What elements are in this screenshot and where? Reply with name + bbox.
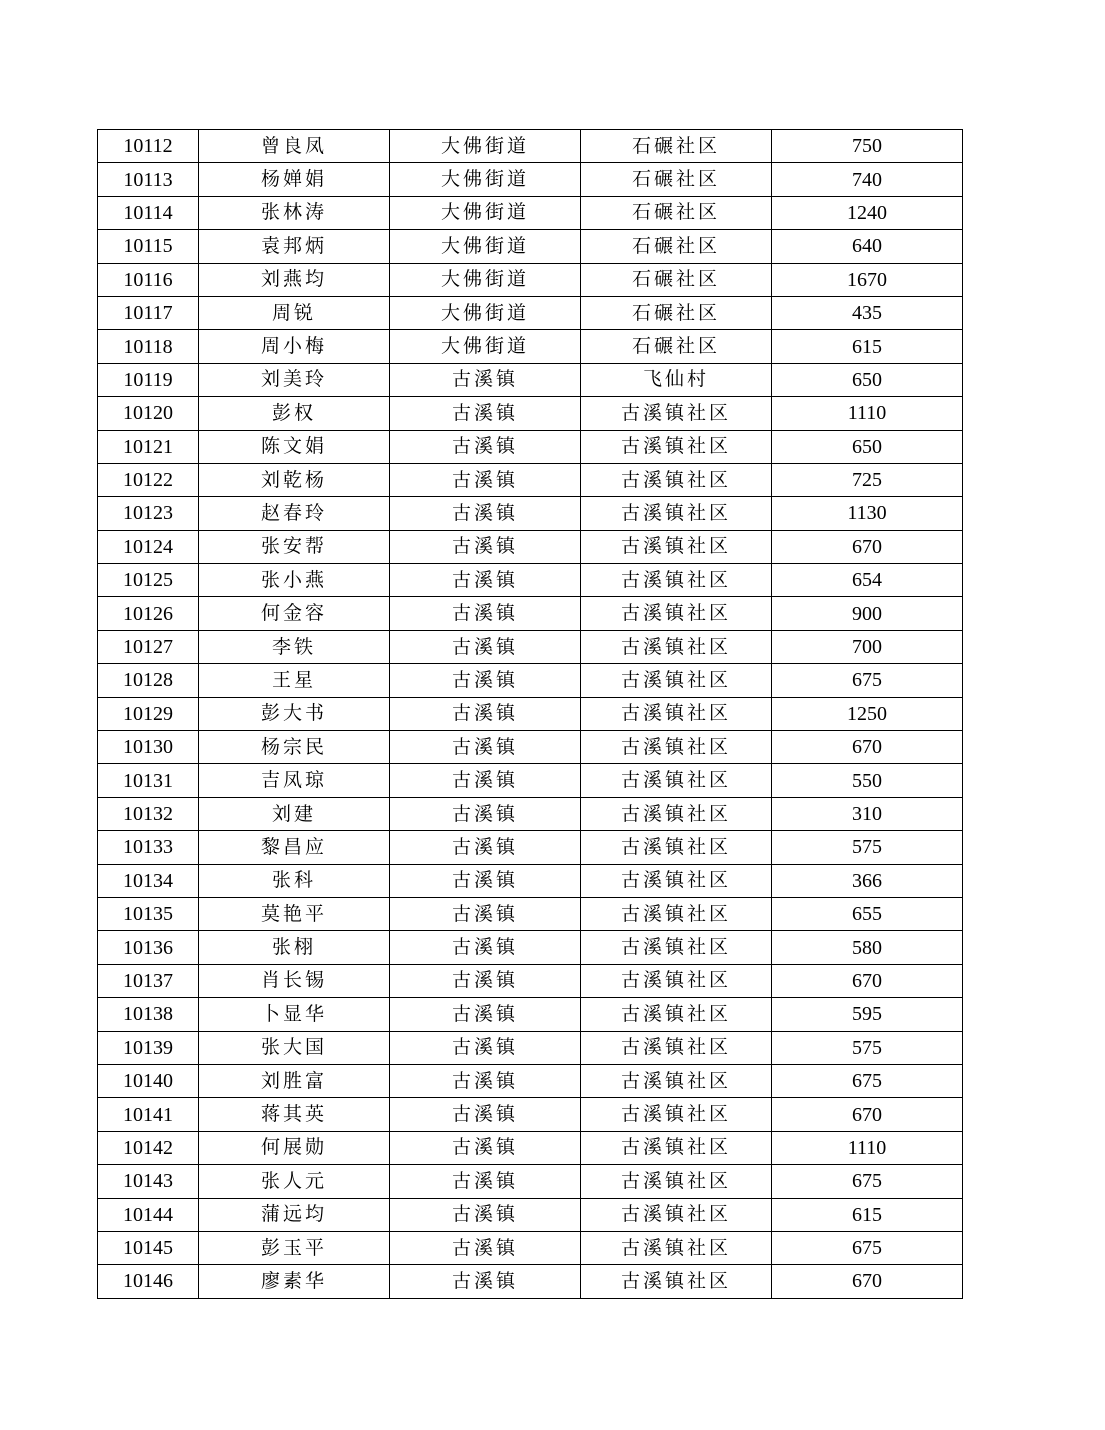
amount-cell: 670 <box>772 1265 963 1298</box>
table-row <box>98 897 963 930</box>
community-cell: 古溪镇社区 <box>581 1131 772 1164</box>
street-cell: 大佛街道 <box>390 130 581 163</box>
community-cell: 石碾社区 <box>581 330 772 363</box>
name-cell: 张林涛 <box>199 196 390 229</box>
community-cell: 古溪镇社区 <box>581 897 772 930</box>
amount-cell: 575 <box>772 831 963 864</box>
community-cell: 古溪镇社区 <box>581 831 772 864</box>
name-cell: 吉凤琼 <box>199 764 390 797</box>
community-cell: 古溪镇社区 <box>581 630 772 663</box>
community-cell: 古溪镇社区 <box>581 864 772 897</box>
street-cell: 古溪镇 <box>390 1064 581 1097</box>
table-body <box>98 130 963 1299</box>
name-cell: 刘乾杨 <box>199 463 390 496</box>
amount-cell: 675 <box>772 1165 963 1198</box>
amount-cell: 675 <box>772 664 963 697</box>
name-cell: 刘美玲 <box>199 363 390 396</box>
street-cell: 古溪镇 <box>390 630 581 663</box>
community-cell: 古溪镇社区 <box>581 697 772 730</box>
id-cell: 10133 <box>98 831 199 864</box>
amount-cell: 655 <box>772 897 963 930</box>
street-cell: 古溪镇 <box>390 463 581 496</box>
name-cell: 彭大书 <box>199 697 390 730</box>
id-cell: 10139 <box>98 1031 199 1064</box>
id-cell: 10136 <box>98 931 199 964</box>
amount-cell: 1240 <box>772 196 963 229</box>
amount-cell: 435 <box>772 296 963 329</box>
community-cell: 石碾社区 <box>581 296 772 329</box>
street-cell: 古溪镇 <box>390 764 581 797</box>
community-cell: 飞仙村 <box>581 363 772 396</box>
name-cell: 王星 <box>199 664 390 697</box>
street-cell: 古溪镇 <box>390 1165 581 1198</box>
street-cell: 古溪镇 <box>390 1198 581 1231</box>
table-row <box>98 697 963 730</box>
id-cell: 10125 <box>98 564 199 597</box>
amount-cell: 615 <box>772 1198 963 1231</box>
street-cell: 古溪镇 <box>390 664 581 697</box>
table-row <box>98 864 963 897</box>
street-cell: 古溪镇 <box>390 998 581 1031</box>
community-cell: 古溪镇社区 <box>581 1265 772 1298</box>
table-row <box>98 998 963 1031</box>
community-cell: 古溪镇社区 <box>581 1198 772 1231</box>
id-cell: 10113 <box>98 163 199 196</box>
street-cell: 古溪镇 <box>390 597 581 630</box>
community-cell: 古溪镇社区 <box>581 664 772 697</box>
id-cell: 10114 <box>98 196 199 229</box>
amount-cell: 675 <box>772 1231 963 1264</box>
id-cell: 10132 <box>98 797 199 830</box>
amount-cell: 670 <box>772 1098 963 1131</box>
name-cell: 何金容 <box>199 597 390 630</box>
community-cell: 古溪镇社区 <box>581 731 772 764</box>
table-row <box>98 1198 963 1231</box>
table-row <box>98 130 963 163</box>
table-row <box>98 163 963 196</box>
document-table-container <box>97 129 963 1299</box>
amount-cell: 670 <box>772 964 963 997</box>
table-row <box>98 530 963 563</box>
street-cell: 古溪镇 <box>390 530 581 563</box>
name-cell: 张小燕 <box>199 564 390 597</box>
amount-cell: 1250 <box>772 697 963 730</box>
id-cell: 10126 <box>98 597 199 630</box>
id-cell: 10144 <box>98 1198 199 1231</box>
amount-cell: 654 <box>772 564 963 597</box>
table-row <box>98 1265 963 1298</box>
community-cell: 古溪镇社区 <box>581 430 772 463</box>
street-cell: 大佛街道 <box>390 263 581 296</box>
amount-cell: 550 <box>772 764 963 797</box>
id-cell: 10141 <box>98 1098 199 1131</box>
name-cell: 何展勋 <box>199 1131 390 1164</box>
id-cell: 10122 <box>98 463 199 496</box>
community-cell: 古溪镇社区 <box>581 497 772 530</box>
amount-cell: 650 <box>772 430 963 463</box>
name-cell: 刘胜富 <box>199 1064 390 1097</box>
id-cell: 10129 <box>98 697 199 730</box>
id-cell: 10138 <box>98 998 199 1031</box>
name-cell: 蒲远均 <box>199 1198 390 1231</box>
community-cell: 古溪镇社区 <box>581 998 772 1031</box>
street-cell: 古溪镇 <box>390 1265 581 1298</box>
community-cell: 古溪镇社区 <box>581 1098 772 1131</box>
community-cell: 古溪镇社区 <box>581 1231 772 1264</box>
name-cell: 廖素华 <box>199 1265 390 1298</box>
id-cell: 10112 <box>98 130 199 163</box>
amount-cell: 1130 <box>772 497 963 530</box>
street-cell: 古溪镇 <box>390 397 581 430</box>
community-cell: 古溪镇社区 <box>581 397 772 430</box>
street-cell: 古溪镇 <box>390 430 581 463</box>
name-cell: 蒋其英 <box>199 1098 390 1131</box>
table-row <box>98 497 963 530</box>
community-cell: 古溪镇社区 <box>581 463 772 496</box>
table-row <box>98 731 963 764</box>
street-cell: 古溪镇 <box>390 1031 581 1064</box>
id-cell: 10131 <box>98 764 199 797</box>
name-cell: 周锐 <box>199 296 390 329</box>
table-row <box>98 964 963 997</box>
name-cell: 袁邦炳 <box>199 230 390 263</box>
id-cell: 10121 <box>98 430 199 463</box>
table-row <box>98 831 963 864</box>
street-cell: 古溪镇 <box>390 497 581 530</box>
street-cell: 古溪镇 <box>390 931 581 964</box>
id-cell: 10116 <box>98 263 199 296</box>
amount-cell: 575 <box>772 1031 963 1064</box>
amount-cell: 1110 <box>772 1131 963 1164</box>
table-row <box>98 797 963 830</box>
community-cell: 石碾社区 <box>581 130 772 163</box>
name-cell: 张科 <box>199 864 390 897</box>
name-cell: 张大国 <box>199 1031 390 1064</box>
id-cell: 10142 <box>98 1131 199 1164</box>
street-cell: 古溪镇 <box>390 564 581 597</box>
name-cell: 杨婵娟 <box>199 163 390 196</box>
table-row <box>98 1165 963 1198</box>
id-cell: 10117 <box>98 296 199 329</box>
street-cell: 古溪镇 <box>390 964 581 997</box>
street-cell: 古溪镇 <box>390 864 581 897</box>
table-row <box>98 1131 963 1164</box>
community-cell: 石碾社区 <box>581 196 772 229</box>
amount-cell: 740 <box>772 163 963 196</box>
table-row <box>98 1064 963 1097</box>
id-cell: 10137 <box>98 964 199 997</box>
table-row <box>98 564 963 597</box>
amount-cell: 670 <box>772 731 963 764</box>
amount-cell: 650 <box>772 363 963 396</box>
id-cell: 10115 <box>98 230 199 263</box>
table-row <box>98 363 963 396</box>
table-row <box>98 463 963 496</box>
id-cell: 10123 <box>98 497 199 530</box>
street-cell: 古溪镇 <box>390 897 581 930</box>
id-cell: 10145 <box>98 1231 199 1264</box>
amount-cell: 725 <box>772 463 963 496</box>
street-cell: 古溪镇 <box>390 731 581 764</box>
name-cell: 杨宗民 <box>199 731 390 764</box>
street-cell: 古溪镇 <box>390 831 581 864</box>
street-cell: 古溪镇 <box>390 797 581 830</box>
table-row <box>98 931 963 964</box>
id-cell: 10134 <box>98 864 199 897</box>
name-cell: 李铁 <box>199 630 390 663</box>
table-row <box>98 1098 963 1131</box>
table-row <box>98 664 963 697</box>
street-cell: 大佛街道 <box>390 196 581 229</box>
community-cell: 古溪镇社区 <box>581 764 772 797</box>
street-cell: 大佛街道 <box>390 230 581 263</box>
table-row <box>98 630 963 663</box>
street-cell: 大佛街道 <box>390 163 581 196</box>
amount-cell: 580 <box>772 931 963 964</box>
id-cell: 10119 <box>98 363 199 396</box>
name-cell: 张栩 <box>199 931 390 964</box>
street-cell: 古溪镇 <box>390 1098 581 1131</box>
name-cell: 周小梅 <box>199 330 390 363</box>
community-cell: 古溪镇社区 <box>581 597 772 630</box>
data-table <box>97 129 963 1299</box>
community-cell: 古溪镇社区 <box>581 1165 772 1198</box>
amount-cell: 900 <box>772 597 963 630</box>
community-cell: 古溪镇社区 <box>581 797 772 830</box>
amount-cell: 750 <box>772 130 963 163</box>
name-cell: 肖长锡 <box>199 964 390 997</box>
name-cell: 刘燕均 <box>199 263 390 296</box>
amount-cell: 595 <box>772 998 963 1031</box>
table-row <box>98 230 963 263</box>
community-cell: 古溪镇社区 <box>581 1064 772 1097</box>
id-cell: 10130 <box>98 731 199 764</box>
amount-cell: 1670 <box>772 263 963 296</box>
amount-cell: 615 <box>772 330 963 363</box>
amount-cell: 310 <box>772 797 963 830</box>
id-cell: 10143 <box>98 1165 199 1198</box>
community-cell: 石碾社区 <box>581 230 772 263</box>
id-cell: 10135 <box>98 897 199 930</box>
street-cell: 大佛街道 <box>390 330 581 363</box>
table-row <box>98 597 963 630</box>
name-cell: 曾良凤 <box>199 130 390 163</box>
id-cell: 10128 <box>98 664 199 697</box>
community-cell: 古溪镇社区 <box>581 564 772 597</box>
table-row <box>98 196 963 229</box>
table-row <box>98 397 963 430</box>
name-cell: 张安帮 <box>199 530 390 563</box>
id-cell: 10146 <box>98 1265 199 1298</box>
community-cell: 古溪镇社区 <box>581 530 772 563</box>
amount-cell: 675 <box>772 1064 963 1097</box>
table-row <box>98 1231 963 1264</box>
amount-cell: 1110 <box>772 397 963 430</box>
street-cell: 古溪镇 <box>390 697 581 730</box>
amount-cell: 700 <box>772 630 963 663</box>
street-cell: 古溪镇 <box>390 363 581 396</box>
table-row <box>98 263 963 296</box>
amount-cell: 670 <box>772 530 963 563</box>
id-cell: 10127 <box>98 630 199 663</box>
community-cell: 石碾社区 <box>581 263 772 296</box>
name-cell: 黎昌应 <box>199 831 390 864</box>
name-cell: 陈文娟 <box>199 430 390 463</box>
id-cell: 10140 <box>98 1064 199 1097</box>
name-cell: 彭玉平 <box>199 1231 390 1264</box>
name-cell: 张人元 <box>199 1165 390 1198</box>
name-cell: 刘建 <box>199 797 390 830</box>
street-cell: 大佛街道 <box>390 296 581 329</box>
amount-cell: 366 <box>772 864 963 897</box>
community-cell: 古溪镇社区 <box>581 964 772 997</box>
table-row <box>98 296 963 329</box>
table-row <box>98 764 963 797</box>
table-row <box>98 430 963 463</box>
name-cell: 卜显华 <box>199 998 390 1031</box>
id-cell: 10120 <box>98 397 199 430</box>
id-cell: 10118 <box>98 330 199 363</box>
street-cell: 古溪镇 <box>390 1131 581 1164</box>
name-cell: 赵春玲 <box>199 497 390 530</box>
street-cell: 古溪镇 <box>390 1231 581 1264</box>
table-row <box>98 1031 963 1064</box>
id-cell: 10124 <box>98 530 199 563</box>
community-cell: 石碾社区 <box>581 163 772 196</box>
community-cell: 古溪镇社区 <box>581 1031 772 1064</box>
name-cell: 彭权 <box>199 397 390 430</box>
community-cell: 古溪镇社区 <box>581 931 772 964</box>
name-cell: 莫艳平 <box>199 897 390 930</box>
table-row <box>98 330 963 363</box>
amount-cell: 640 <box>772 230 963 263</box>
